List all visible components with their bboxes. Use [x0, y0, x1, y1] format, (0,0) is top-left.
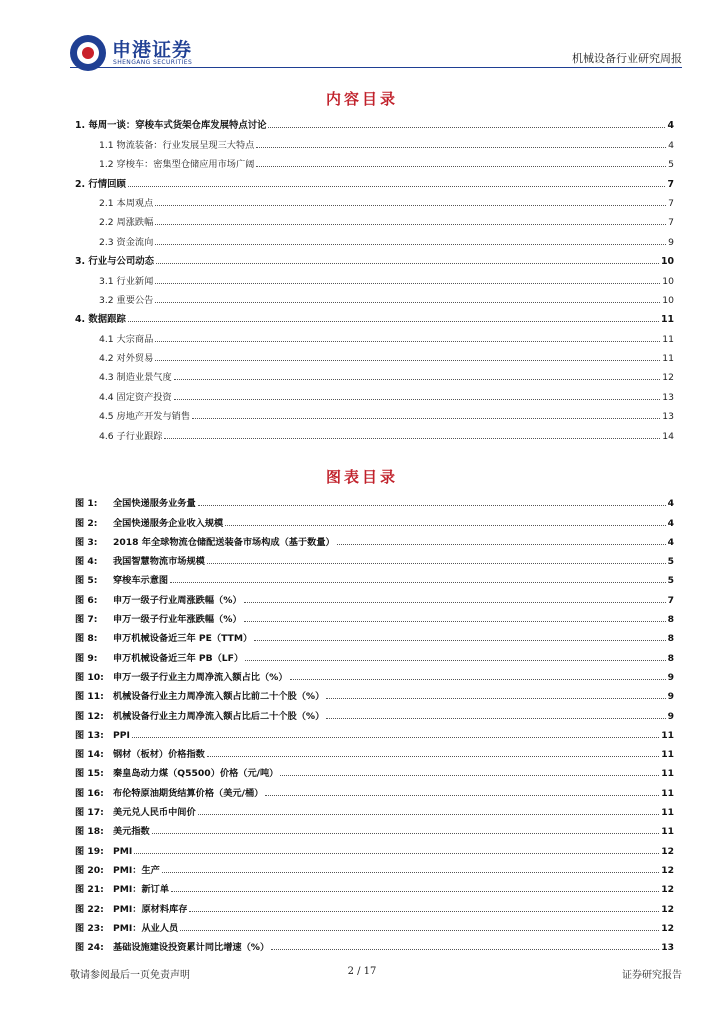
figure-number: 图 21: — [75, 884, 104, 896]
toc-entry-page: 4 — [668, 139, 674, 151]
toc-entry[interactable] — [75, 567, 674, 586]
toc-entry-label: 4.1 大宗商品 — [99, 333, 154, 345]
figure-page: 11 — [661, 807, 674, 819]
toc-entry-label: 2.1 本周观点 — [99, 197, 154, 209]
toc-entry-page: 11 — [660, 314, 674, 326]
toc-entry-page: 10 — [660, 256, 674, 268]
leader-dots — [170, 581, 665, 583]
page-header — [0, 0, 724, 72]
figure-page: 12 — [661, 845, 674, 857]
figure-page: 9 — [667, 710, 674, 722]
leader-dots — [280, 774, 659, 776]
figure-number: 图 20: — [75, 864, 104, 876]
figure-label: 申万机械设备近三年 PB（LF） — [113, 652, 244, 664]
toc-entry[interactable] — [75, 509, 674, 528]
figure-page: 8 — [667, 633, 674, 645]
leader-dots — [265, 794, 659, 796]
figure-label: 申万一级子行业周涨跌幅（%） — [113, 594, 242, 606]
leader-dots — [155, 243, 666, 245]
toc-entry[interactable] — [75, 779, 674, 798]
toc-entry[interactable] — [75, 895, 674, 914]
figure-page: 12 — [661, 903, 674, 915]
leader-dots — [198, 813, 660, 815]
toc-entry[interactable] — [75, 403, 674, 422]
figure-number: 图 17: — [75, 807, 104, 819]
toc-entry[interactable] — [75, 228, 674, 247]
report-type: 机械设备行业研究周报 — [572, 52, 682, 65]
toc-entry[interactable] — [75, 799, 674, 818]
toc-entry[interactable] — [75, 422, 674, 441]
figure-number: 图 8: — [75, 633, 98, 645]
figure-number: 图 18: — [75, 826, 104, 838]
figure-label: 2018 年全球物流仓储配送装备市场构成（基于数量） — [113, 536, 335, 548]
leader-dots — [207, 562, 666, 564]
toc-entry-page: 5 — [668, 159, 674, 171]
leader-dots — [189, 910, 659, 912]
leader-dots — [156, 262, 659, 264]
figure-number: 图 4: — [75, 556, 98, 568]
toc-entry-page: 13 — [662, 411, 674, 423]
header-divider — [70, 67, 682, 68]
toc-entry-label: 3.2 重要公告 — [99, 294, 154, 306]
toc-entry-label: 3. 行业与公司动态 — [75, 256, 154, 268]
figure-number: 图 16: — [75, 787, 104, 799]
figure-label: 布伦特原油期货结算价格（美元/桶） — [113, 787, 264, 799]
toc-entry[interactable] — [75, 915, 674, 934]
toc-entry-label: 4.6 子行业跟踪 — [99, 430, 163, 442]
leader-dots — [244, 620, 666, 622]
toc-entry-page: 7 — [667, 178, 674, 190]
toc-entry[interactable] — [75, 345, 674, 364]
leader-dots — [192, 417, 660, 419]
toc-entry[interactable] — [75, 837, 674, 856]
footer-disclaimer: 敬请参阅最后一页免责声明 — [70, 970, 190, 981]
leader-dots — [326, 717, 665, 719]
figure-label: 申万一级子行业主力周净流入额占比（%） — [113, 671, 288, 683]
figure-number: 图 22: — [75, 903, 104, 915]
figure-label: 穿梭车示意图 — [113, 575, 169, 587]
figure-page: 13 — [661, 942, 674, 954]
figure-number: 图 9: — [75, 652, 98, 664]
toc-entry-page: 14 — [662, 430, 674, 442]
figure-page: 4 — [667, 536, 674, 548]
toc-entry[interactable] — [75, 760, 674, 779]
toc-entry[interactable] — [75, 934, 674, 953]
figure-label: PMI：从业人员 — [113, 922, 179, 934]
toc-entry-page: 10 — [662, 275, 674, 287]
figure-page: 5 — [667, 556, 674, 568]
leader-dots — [162, 871, 659, 873]
figure-page: 7 — [667, 594, 674, 606]
leader-dots — [256, 165, 666, 167]
figure-label: PMI：原材料库存 — [113, 903, 188, 915]
toc-entry[interactable] — [75, 267, 674, 286]
figure-number: 图 12: — [75, 710, 104, 722]
toc-entry[interactable] — [75, 287, 674, 306]
figure-label: PMI — [113, 845, 133, 857]
toc-entry-page: 13 — [662, 391, 674, 403]
leader-dots — [174, 378, 661, 380]
toc-entry[interactable] — [75, 364, 674, 383]
toc-entry-label: 4.3 制造业景气度 — [99, 372, 172, 384]
toc-entry-page: 12 — [662, 372, 674, 384]
leader-dots — [132, 736, 659, 738]
figure-number: 图 7: — [75, 614, 98, 626]
toc-entry-page: 4 — [667, 120, 674, 132]
toc-entry-label: 4.2 对外贸易 — [99, 353, 154, 365]
toc-entry[interactable] — [75, 857, 674, 876]
figure-page: 9 — [667, 671, 674, 683]
figure-number: 图 3: — [75, 536, 98, 548]
figure-number: 图 23: — [75, 922, 104, 934]
toc-entry[interactable] — [75, 151, 674, 170]
figure-page: 11 — [661, 826, 674, 838]
toc-entry-label: 2.2 周涨跌幅 — [99, 217, 154, 229]
figure-label: PMI：生产 — [113, 864, 160, 876]
figure-number: 图 19: — [75, 845, 104, 857]
figure-page: 12 — [661, 864, 674, 876]
figures-title: 图表目录 — [325, 468, 398, 486]
figure-page: 5 — [667, 575, 674, 587]
shengang-logo-icon — [70, 35, 106, 71]
toc-entry-page: 9 — [668, 236, 674, 248]
toc-entry[interactable] — [75, 664, 674, 683]
leader-dots — [207, 755, 659, 757]
figure-page: 9 — [667, 691, 674, 703]
toc-entry-page: 11 — [662, 353, 674, 365]
brand-name-en: SHENGANG SECURITIES — [113, 59, 193, 66]
figure-number: 图 2: — [75, 517, 98, 529]
toc-entry[interactable] — [75, 722, 674, 741]
toc-entry[interactable] — [75, 490, 674, 509]
toc-entry[interactable] — [75, 529, 674, 548]
footer-page-number: 2 / 17 — [347, 966, 377, 977]
figure-label: 机械设备行业主力周净流入额占比前二十个股（%） — [113, 691, 325, 703]
leader-dots — [152, 832, 659, 834]
figure-label: 申万机械设备近三年 PE（TTM） — [113, 633, 253, 645]
leader-dots — [198, 504, 666, 506]
figure-number: 图 14: — [75, 749, 104, 761]
toc-entry[interactable] — [75, 818, 674, 837]
figure-number: 图 5: — [75, 575, 98, 587]
leader-dots — [171, 890, 659, 892]
leader-dots — [164, 437, 660, 439]
leader-dots — [174, 398, 661, 400]
leader-dots — [128, 320, 659, 322]
toc-entry-label: 2. 行情回顾 — [75, 178, 126, 190]
figure-label: 我国智慧物流市场规模 — [113, 556, 205, 568]
figure-number: 图 10: — [75, 671, 104, 683]
figure-page: 11 — [661, 768, 674, 780]
figure-number: 图 24: — [75, 942, 104, 954]
figure-page: 12 — [661, 922, 674, 934]
toc-entry[interactable] — [75, 112, 674, 131]
leader-dots — [290, 678, 666, 680]
figures-list — [75, 490, 674, 953]
toc-entry[interactable] — [75, 131, 674, 150]
figure-page: 8 — [667, 652, 674, 664]
figure-label: 秦皇岛动力煤（Q5500）价格（元/吨） — [113, 768, 279, 780]
figure-label: 申万一级子行业年涨跌幅（%） — [113, 614, 242, 626]
leader-dots — [155, 204, 666, 206]
figure-number: 图 15: — [75, 768, 104, 780]
toc-entry[interactable] — [75, 190, 674, 209]
leader-dots — [254, 639, 665, 641]
leader-dots — [244, 601, 666, 603]
leader-dots — [155, 359, 660, 361]
toc-entry-label: 1. 每周一谈：穿梭车式货架仓库发展特点讨论 — [75, 120, 267, 132]
leader-dots — [225, 524, 665, 526]
toc-entry[interactable] — [75, 170, 674, 189]
toc-entry[interactable] — [75, 606, 674, 625]
toc-entry-page: 10 — [662, 294, 674, 306]
toc-entry-page: 11 — [662, 333, 674, 345]
toc-entry-label: 2.3 资金流向 — [99, 236, 154, 248]
toc-entry[interactable] — [75, 248, 674, 267]
figure-page: 12 — [661, 884, 674, 896]
toc-entry-page: 7 — [668, 217, 674, 229]
figure-label: 全国快递服务企业收入规模 — [113, 517, 224, 529]
leader-dots — [155, 301, 660, 303]
toc-entry-label: 4.5 房地产开发与销售 — [99, 411, 191, 423]
toc-entry[interactable] — [75, 644, 674, 663]
leader-dots — [134, 852, 659, 854]
toc-entry-label: 3.1 行业新闻 — [99, 275, 154, 287]
leader-dots — [155, 282, 660, 284]
toc-entry[interactable] — [75, 702, 674, 721]
figure-label: PPI — [113, 729, 130, 741]
toc-entry[interactable] — [75, 625, 674, 644]
leader-dots — [256, 146, 666, 148]
figure-page: 4 — [667, 517, 674, 529]
leader-dots — [128, 185, 666, 187]
toc-entry[interactable] — [75, 741, 674, 760]
figure-label: PMI：新订单 — [113, 884, 170, 896]
toc-entry-label: 1.1 物流装备：行业发展呈现三大特点 — [99, 139, 255, 151]
leader-dots — [268, 126, 665, 128]
toc-entry[interactable] — [75, 306, 674, 325]
figure-page: 8 — [667, 614, 674, 626]
leader-dots — [245, 659, 665, 661]
figure-page: 11 — [661, 729, 674, 741]
leader-dots — [155, 340, 660, 342]
leader-dots — [271, 948, 659, 950]
figure-number: 图 6: — [75, 594, 98, 606]
toc-entry[interactable] — [75, 383, 674, 402]
figure-label: 基础设施建设投资累计同比增速（%） — [113, 942, 270, 954]
toc-entry-page: 7 — [668, 197, 674, 209]
footer-report-label: 证券研究报告 — [622, 970, 682, 981]
toc-entry[interactable] — [75, 586, 674, 605]
figure-page: 4 — [667, 498, 674, 510]
leader-dots — [155, 223, 666, 225]
figure-page: 11 — [661, 787, 674, 799]
toc-entry[interactable] — [75, 548, 674, 567]
figure-number: 图 1: — [75, 498, 98, 510]
toc-entry[interactable] — [75, 209, 674, 228]
figure-label: 钢材（板材）价格指数 — [113, 749, 205, 761]
figure-label: 美元指数 — [113, 826, 150, 838]
toc-entry[interactable] — [75, 683, 674, 702]
brand-name: 申港证券 — [112, 39, 193, 61]
leader-dots — [326, 697, 665, 699]
leader-dots — [180, 929, 659, 931]
figure-page: 11 — [661, 749, 674, 761]
contents-title: 内容目录 — [325, 90, 398, 108]
toc-entry-label: 4. 数据跟踪 — [75, 314, 126, 326]
figure-label: 美元兑人民币中间价 — [113, 807, 196, 819]
leader-dots — [337, 543, 666, 545]
toc-entry-label: 4.4 固定资产投资 — [99, 391, 172, 403]
toc-entry[interactable] — [75, 325, 674, 344]
figure-number: 图 11: — [75, 691, 104, 703]
figure-number: 图 13: — [75, 729, 104, 741]
toc-entry-label: 1.2 穿梭车：密集型仓储应用市场广阔 — [99, 159, 255, 171]
toc-entry[interactable] — [75, 876, 674, 895]
figure-label: 全国快递服务业务量 — [113, 498, 196, 510]
contents-list — [75, 112, 674, 442]
figure-label: 机械设备行业主力周净流入额占比后二十个股（%） — [113, 710, 325, 722]
